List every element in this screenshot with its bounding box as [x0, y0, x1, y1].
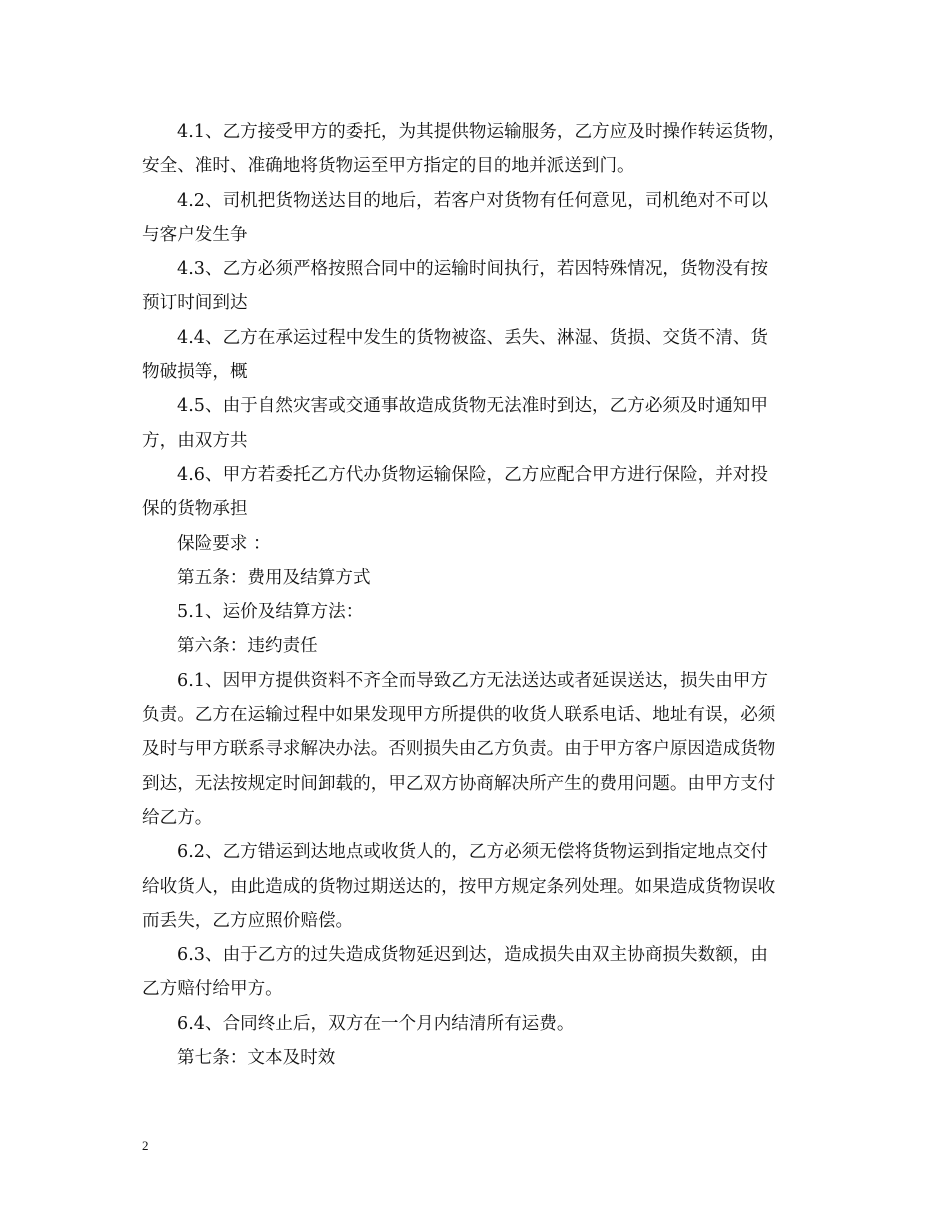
text-line: 保的货物承担 [142, 499, 248, 520]
text-line: 预订时间到达 [142, 293, 248, 314]
text-line: 负责。乙方在运输过程中如果发现甲方所提供的收货人联系电话、地址有误，必须 [142, 705, 776, 726]
text-line: 5.1、运价及结算方法： [177, 602, 364, 623]
text-line: 第五条：费用及结算方式 [177, 567, 371, 588]
text-line: 6.3、由于乙方的过失造成货物延迟到达，造成损失由双主协商损失数额，由 [177, 945, 768, 966]
text-line: 6.2、乙方错运到达地点或收货人的，乙方必须无偿将货物运到指定地点交付 [177, 842, 768, 863]
text-line: 给乙方。 [142, 807, 213, 828]
text-line: 保险要求 ： [177, 533, 271, 554]
text-line: 4.2、司机把货物送达目的地后，若客户对货物有任何意见，司机绝对不可以 [177, 190, 768, 211]
page-number: 2 [142, 1138, 149, 1153]
text-line: 乙方赔付给甲方。 [142, 979, 283, 1000]
text-line: 而丢失，乙方应照价赔偿。 [142, 910, 354, 931]
text-line: 及时与甲方联系寻求解决办法。否则损失由乙方负责。由于甲方客户原因造成货物 [142, 739, 776, 760]
text-line: 与客户发生争 [142, 224, 248, 245]
text-line: 6.4、合同终止后，双方在一个月内结清所有运费。 [177, 1013, 575, 1034]
text-line: 第六条：违约责任 [177, 636, 318, 657]
text-line: 到达，无法按规定时间卸载的，甲乙双方协商解决所产生的费用问题。由甲方支付 [142, 773, 776, 794]
text-line: 4.4、乙方在承运过程中发生的货物被盗、丢失、淋湿、货损、交货不清、货 [177, 327, 768, 348]
text-line: 第七条：文本及时效 [177, 1048, 336, 1069]
text-line: 方，由双方共 [142, 430, 248, 451]
text-line: 4.3、乙方必须严格按照合同中的运输时间执行，若因特殊情况，货物没有按 [177, 259, 768, 280]
text-line: 6.1、因甲方提供资料不齐全而导致乙方无法送达或者延误送达，损失由甲方 [177, 670, 768, 691]
text-line: 4.5、由于自然灾害或交通事故造成货物无法准时到达，乙方必须及时通知甲 [177, 396, 768, 417]
document-body [142, 115, 817, 1075]
text-line: 物破损等，概 [142, 362, 248, 383]
text-line: 4.1、乙方接受甲方的委托，为其提供物运输服务，乙方应及时操作转运货物， [177, 122, 786, 142]
text-line: 4.6、甲方若委托乙方代办货物运输保险，乙方应配合甲方进行保险，并对投 [177, 464, 768, 485]
text-line: 给收货人，由此造成的货物过期送达的，按甲方规定条列处理。如果造成货物误收 [142, 876, 776, 897]
text-line: 安全、准时、准确地将货物运至甲方指定的目的地并派送到门。 [142, 156, 635, 177]
